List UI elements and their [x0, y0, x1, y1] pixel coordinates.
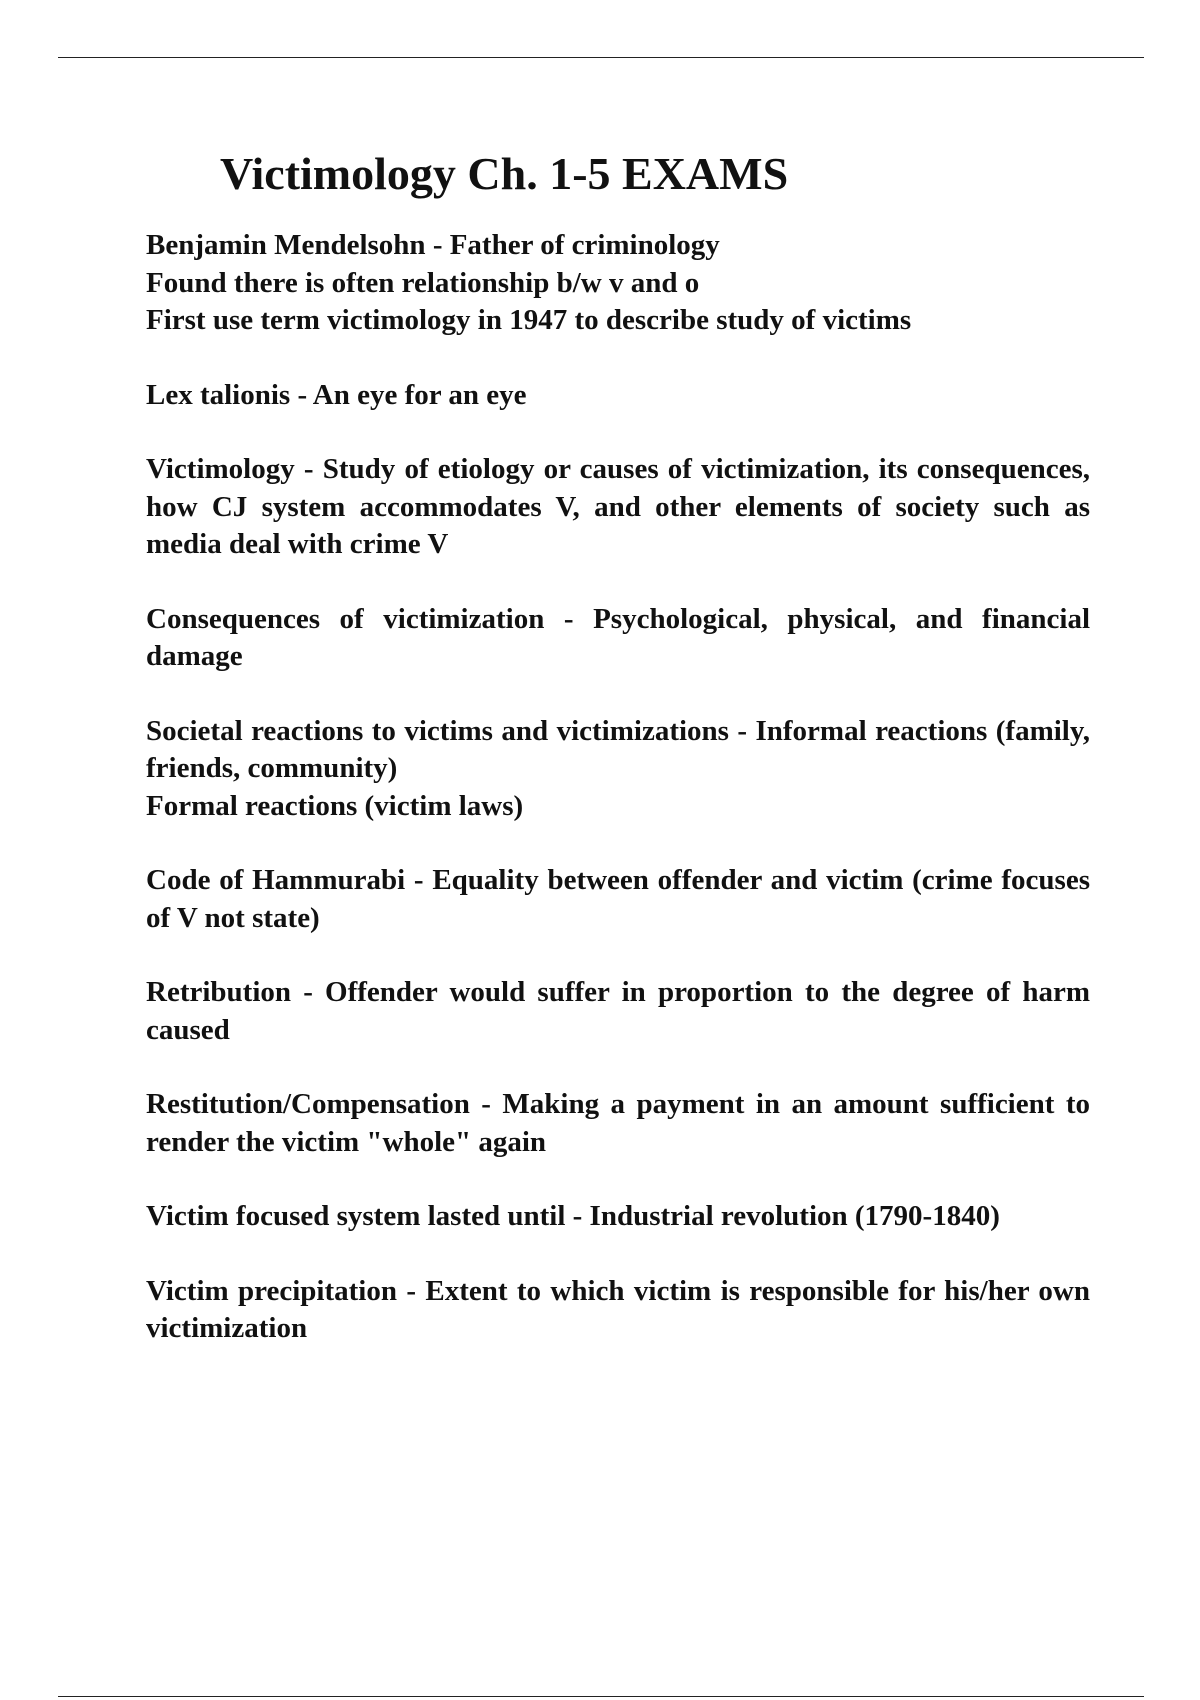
entry-victim-precipitation: Victim precipitation - Extent to which victim is responsible for his/her own victimization: [146, 1274, 1090, 1344]
bottom-rule: [58, 1696, 1144, 1697]
entry-victim-focused-system: Victim focused system lasted until - Industrial revolution (1790-1840): [146, 1200, 1000, 1232]
entry-victimology: Victimology - Study of etiology or causes of victimization, its consequences, how CJ system accommodates V, and other elements of society such as media deal with crime V: [146, 453, 1090, 560]
entry-restitution: Restitution/Compensation - Making a payment in an amount sufficient to render the victim "whole" again: [146, 1088, 1090, 1158]
entry-line: Societal reactions to victims and victimizations - Informal reactions (family, friends, community): [146, 714, 1090, 784]
entry-mendelsohn: [146, 227, 1090, 340]
entry-hammurabi: Code of Hammurabi - Equality between offender and victim (crime focuses of V not state): [146, 864, 1090, 934]
entry-societal-reactions: [146, 713, 1090, 826]
entry-consequences: Consequences of victimization - Psychological, physical, and financial damage: [146, 602, 1090, 672]
entry-line: Benjamin Mendelsohn - Father of criminology: [146, 229, 720, 261]
entry-lex-talionis: Lex talionis - An eye for an eye: [146, 378, 527, 411]
entry-line: Found there is often relationship b/w v and o: [146, 266, 700, 299]
entry-line: Formal reactions (victim laws): [146, 789, 524, 822]
entry-retribution: Retribution - Offender would suffer in proportion to the degree of harm caused: [146, 976, 1090, 1046]
entry-line: First use term victimology in 1947 to describe study of victims: [146, 304, 912, 336]
document-body: [146, 227, 1090, 1385]
top-rule: [58, 57, 1144, 58]
document-title: Victimology Ch. 1-5 EXAMS: [220, 148, 789, 199]
